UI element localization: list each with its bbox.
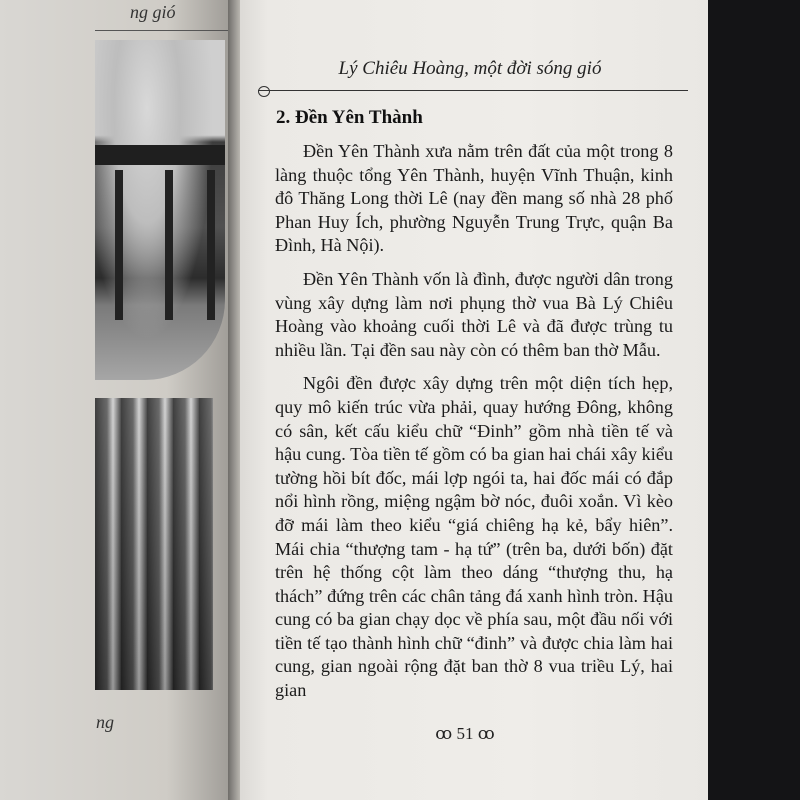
left-header-rule xyxy=(95,30,235,31)
right-page xyxy=(240,0,710,800)
left-footer-text: ng xyxy=(96,712,114,732)
running-header: Lý Chiêu Hoàng, một đời sóng gió xyxy=(338,58,602,79)
header-ornament-icon xyxy=(258,86,270,97)
temple-interior-photo xyxy=(95,398,213,690)
left-running-header: ng gió xyxy=(130,2,176,22)
body-text xyxy=(275,140,673,713)
temple-roof xyxy=(95,145,225,165)
temple-pillar xyxy=(165,170,173,320)
section-title: 2. Đền Yên Thành xyxy=(276,107,423,128)
left-page xyxy=(0,0,238,800)
page-number: ꝏ 51 ꝏ xyxy=(435,724,495,743)
photo-shading xyxy=(95,398,213,690)
background-edge xyxy=(708,0,800,800)
paragraph: Đền Yên Thành xưa nằm trên đất của một trong 8 làng thuộc tổng Yên Thành, huyện Vĩnh Thuận, kinh đô Thăng Long thời Lê (nay đền mang số nhà 28 phố Phan Huy Ích, phường Nguyễn Trung Trực, quận Ba Đình, Hà Nội). xyxy=(275,141,673,256)
temple-pillar xyxy=(207,170,215,320)
paragraph: Đền Yên Thành vốn là đình, được người dân trong vùng xây dựng làm nơi phụng thờ vua Bà Lý Chiêu Hoàng vào khoảng cuối thời Lê và đã được trùng tu nhiều lần. Tại đền sau này còn có thêm ban thờ Mẫu. xyxy=(275,268,673,360)
header-rule xyxy=(258,90,688,91)
temple-exterior-photo xyxy=(95,40,225,380)
temple-pillar xyxy=(115,170,123,320)
paragraph: Ngôi đền được xây dựng trên một diện tích hẹp, quy mô kiến trúc vừa phải, quay hướng Đông, không có sân, kết cấu kiểu chữ “Đinh” gồm nhà tiền tế và hậu cung. Tòa tiền tế gồm có ba gian hai chái xây kiểu tường hồi bít đốc, mái lợp ngói ta, hai đốc mái có đắp nổi hình rồng, miệng ngậm bờ nóc, đuôi xoắn. Vì kèo đỡ mái làm theo kiểu “giá chiêng hạ kẻ, bẩy hiên”. Mái chia “thượng tam - hạ tứ” (trên ba, dưới bốn) đặt trên hệ thống cột làm theo dáng “thượng thu, hạ thách” đứng trên các chân tảng đá xanh hình tròn. Hậu cung có ba gian chạy dọc về phía sau, một đầu nối với tiền tế tạo thành hình chữ “đinh” và được chia làm hai cung, gian ngoài rộng đặt ban thờ 8 vua triều Lý, hai gian xyxy=(275,373,673,701)
